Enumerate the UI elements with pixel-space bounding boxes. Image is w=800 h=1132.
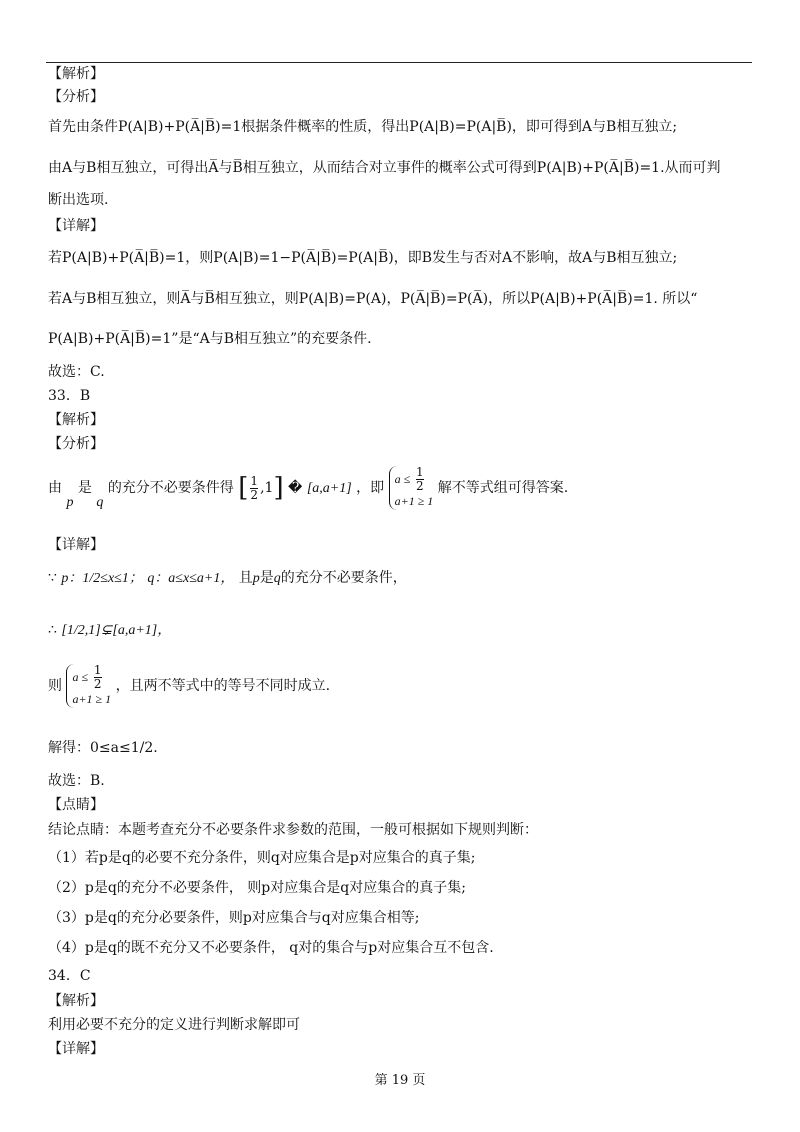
var-p: p [66, 495, 74, 510]
detail-33-line-3 [48, 664, 330, 708]
q-condition: q：a≤x≤a+1， [147, 571, 235, 586]
text-suff-2: 的充分不必要条件， [280, 570, 407, 586]
interval-a: [a,a+1] [306, 481, 352, 496]
text-then: 则 [48, 678, 62, 694]
tag-jiexi-32: 【解析】 [48, 66, 104, 82]
analysis-line-2: 由A与B相互独立，可得出A̅与B̅相互独立，从而结合对立事件的概率公式可得到P(A|B)+P(A̅|B̅)=1.从而可判 [48, 160, 721, 176]
solve-line: 解得：0≤a≤1/2. [48, 740, 158, 756]
tag-xiangjie-32: 【详解】 [48, 218, 104, 234]
interval-relation: [1/2,1]⊊[a,a+1]， [61, 623, 172, 638]
inequality-system: $a \le \frac{1}{2}$ a+1 ≥ 1 [389, 466, 434, 510]
fraction-half: $\frac{1}{2}$ [250, 473, 259, 502]
comma: , [260, 480, 265, 496]
proper-subset-symbol: � [288, 480, 303, 496]
heading-33: 33．B [48, 388, 91, 404]
answer-33: 故选：B. [48, 773, 105, 789]
rule-3: （3）p是q的充分必要条件，则p对应集合与q对应集合相等; [48, 910, 420, 926]
tag-dianjing: 【点睛】 [48, 797, 104, 813]
rule-2: （2）p是q的充分不必要条件， 则p对应集合是q对应集合的真子集; [48, 880, 466, 896]
var-q: q [96, 495, 104, 510]
inequality-system-2: $a \le \frac{1}{2}$ a+1 ≥ 1 [66, 664, 111, 708]
page-footer: 第 19 页 [374, 1073, 426, 1088]
text-then-tail: ，且两不等式中的等号不同时成立. [115, 678, 331, 694]
tag-xiangjie-33: 【详解】 [48, 537, 104, 553]
analysis-line-1: 首先由条件P(A|B)+P(A̅|B̅)=1根据条件概率的性质，得出P(A|B)=P(A|B̅)，即可得到A与B相互独立; [48, 119, 678, 135]
text-you: 由 [48, 480, 62, 496]
analysis-34: 利用必要不充分的定义进行判断求解即可 [48, 1017, 300, 1033]
detail-33-line-1 [48, 568, 407, 589]
text-shi: 是 [77, 480, 92, 496]
text-suff: 的充分不必要条件得 [107, 480, 234, 496]
text-is: 是 [259, 570, 274, 586]
left-bracket: [ [238, 473, 249, 503]
therefore-symbol: ∴ [48, 622, 57, 638]
detail-line-1: 若P(A|B)+P(A̅|B̅)=1，则P(A|B)=1−P(A̅|B̅)=P(A|B̅)，即B发生与否对A不影响，故A与B相互独立; [48, 250, 678, 266]
tag-fenxi-32: 【分析】 [48, 89, 104, 105]
detail-line-2: 若A与B相互独立，则A̅与B̅相互独立，则P(A|B)=P(A)，P(A̅|B̅)=P(A̅)，所以P(A|B)+P(A̅|B̅)=1. 所以“ [48, 291, 698, 307]
one: 1 [264, 480, 274, 496]
text-ji: ，即 [356, 480, 385, 496]
rule-1: （1）若p是q的必要不充分条件，则q对应集合是p对应集合的真子集; [48, 850, 476, 866]
detail-33-line-2 [48, 620, 171, 641]
var-q-2: q [273, 571, 281, 586]
tag-jiexi-34: 【解析】 [48, 993, 104, 1009]
var-p-2: p [252, 571, 260, 586]
tag-jiexi-33: 【解析】 [48, 412, 104, 428]
analysis-line-3: 断出选项. [48, 192, 109, 208]
detail-line-3: P(A|B)+P(A̅|B̅)=1”是“A与B相互独立”的充要条件. [48, 331, 372, 347]
analysis-33-line [48, 466, 568, 511]
tag-xiangjie-34: 【详解】 [48, 1041, 104, 1057]
right-bracket: ] [273, 473, 284, 503]
because-symbol: ∵ [48, 570, 57, 586]
p-condition: p：1/2≤x≤1； [61, 571, 143, 586]
top-rule [46, 62, 752, 63]
conclusion-line: 结论点睛：本题考查充分不必要条件求参数的范围，一般可根据如下规则判断： [48, 822, 538, 838]
heading-34: 34．C [48, 968, 91, 984]
text-and: 且 [238, 570, 253, 586]
answer-32: 故选：C. [48, 364, 105, 380]
rule-4: （4）p是q的既不充分又不必要条件， q对的集合与p对应集合互不包含. [48, 940, 494, 956]
tag-fenxi-33: 【分析】 [48, 436, 104, 452]
text-solve: 解不等式组可得答案. [437, 480, 569, 496]
